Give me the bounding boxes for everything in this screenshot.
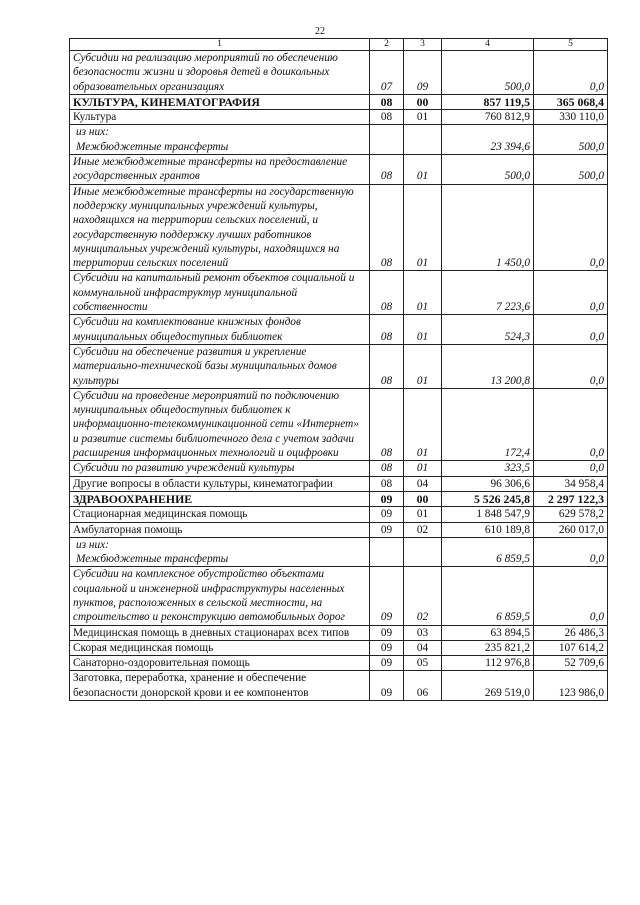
row-name: Медицинская помощь в дневных стационарах всех типов bbox=[70, 625, 370, 640]
row-name: Субсидии на обеспечение развития и укрепление материально-технической базы муниципальных домов культуры bbox=[70, 344, 370, 388]
row-amount-col4: 63 894,5 bbox=[442, 625, 534, 640]
table-row bbox=[70, 94, 608, 109]
table-row bbox=[70, 461, 608, 476]
table-row bbox=[70, 522, 608, 537]
row-name: Заготовка, переработка, хранение и обеспечение безопасности донорской крови и ее компонентов bbox=[70, 671, 370, 701]
row-amount-col5: 34 958,4 bbox=[534, 476, 608, 491]
row-subsection-code: 01 bbox=[404, 388, 442, 460]
header-col-3: 3 bbox=[404, 39, 442, 51]
row-amount-col4: 760 812,9 bbox=[442, 110, 534, 125]
row-subsection-code: 00 bbox=[404, 94, 442, 109]
row-subsection-code: 01 bbox=[404, 344, 442, 388]
row-section-code: 08 bbox=[370, 110, 404, 125]
row-name: Субсидии на комплексное обустройство объектами социальной и инженерной инфраструктуры населенных пунктов, расположенных в сельской местности, на строительство и реконструкцию автомобильных дорог bbox=[70, 567, 370, 625]
row-section-code bbox=[370, 537, 404, 567]
row-amount-col5: 365 068,4 bbox=[534, 94, 608, 109]
row-subsection-code bbox=[404, 537, 442, 567]
row-subsection-code: 09 bbox=[404, 51, 442, 95]
table-row bbox=[70, 110, 608, 125]
row-amount-col4: 1 848 547,9 bbox=[442, 507, 534, 522]
row-name: Субсидии на комплектование книжных фондов муниципальных общедоступных библиотек bbox=[70, 315, 370, 345]
row-name: Субсидии на капитальный ремонт объектов социальной и коммунальной инфраструктур муниципальной собственности bbox=[70, 271, 370, 315]
row-name: КУЛЬТУРА, КИНЕМАТОГРАФИЯ bbox=[70, 94, 370, 109]
row-section-code: 09 bbox=[370, 567, 404, 625]
row-subsection-code: 02 bbox=[404, 567, 442, 625]
row-subsection-code: 01 bbox=[404, 461, 442, 476]
table-row bbox=[70, 671, 608, 701]
row-name: Иные межбюджетные трансферты на предоставление государственных грантов bbox=[70, 155, 370, 185]
table-row bbox=[70, 125, 608, 155]
row-name: ЗДРАВООХРАНЕНИЕ bbox=[70, 491, 370, 506]
row-section-code: 08 bbox=[370, 344, 404, 388]
row-subsection-code: 06 bbox=[404, 671, 442, 701]
row-name: Санаторно-оздоровительная помощь bbox=[70, 656, 370, 671]
row-section-code: 08 bbox=[370, 94, 404, 109]
row-section-code: 09 bbox=[370, 640, 404, 655]
row-name: из них: Межбюджетные трансферты bbox=[70, 125, 370, 155]
row-amount-col5: 52 709,6 bbox=[534, 656, 608, 671]
table-row bbox=[70, 51, 608, 95]
row-subsection-code: 01 bbox=[404, 315, 442, 345]
row-amount-col5: 123 986,0 bbox=[534, 671, 608, 701]
row-subsection-code: 00 bbox=[404, 491, 442, 506]
row-subsection-code: 01 bbox=[404, 507, 442, 522]
row-name: Субсидии на проведение мероприятий по подключению муниципальных общедоступных библиотек к информационно-телекоммуникационной сети «Интернет» и развитие системы библиотечного дела с учетом задачи расширения информационных технологий и оцифровки bbox=[70, 388, 370, 460]
row-amount-col5: 0,0 bbox=[534, 271, 608, 315]
table-row bbox=[70, 491, 608, 506]
row-name: Иные межбюджетные трансферты на государственную поддержку муниципальных учреждений культуры, находящихся на территории сельских поселений, и государственную поддержку лучших работников муниципальных учреждений культуры, находящихся на территории сельских поселений bbox=[70, 184, 370, 271]
row-amount-col4: 500,0 bbox=[442, 155, 534, 185]
row-amount-col4: 96 306,6 bbox=[442, 476, 534, 491]
row-section-code: 08 bbox=[370, 155, 404, 185]
row-subsection-code: 01 bbox=[404, 110, 442, 125]
row-subsection-code: 04 bbox=[404, 640, 442, 655]
row-section-code: 08 bbox=[370, 476, 404, 491]
row-amount-col4: 6 859,5 bbox=[442, 567, 534, 625]
row-name: Культура bbox=[70, 110, 370, 125]
header-col-5: 5 bbox=[534, 39, 608, 51]
page-number: 22 bbox=[315, 26, 325, 37]
row-section-code: 09 bbox=[370, 522, 404, 537]
table-row bbox=[70, 184, 608, 271]
row-subsection-code: 03 bbox=[404, 625, 442, 640]
row-amount-col4: 500,0 bbox=[442, 51, 534, 95]
header-col-1: 1 bbox=[70, 39, 370, 51]
row-amount-col5: 260 017,0 bbox=[534, 522, 608, 537]
table-row bbox=[70, 640, 608, 655]
row-amount-col4: 235 821,2 bbox=[442, 640, 534, 655]
row-section-code bbox=[370, 125, 404, 155]
row-section-code: 09 bbox=[370, 671, 404, 701]
table-row bbox=[70, 537, 608, 567]
row-name: Субсидии по развитию учреждений культуры bbox=[70, 461, 370, 476]
row-subsection-code: 01 bbox=[404, 184, 442, 271]
row-amount-col5: 2 297 122,3 bbox=[534, 491, 608, 506]
row-section-code: 08 bbox=[370, 184, 404, 271]
row-amount-col5: 500,0 bbox=[534, 125, 608, 155]
budget-table bbox=[69, 38, 608, 701]
row-subsection-code: 01 bbox=[404, 155, 442, 185]
row-section-code: 09 bbox=[370, 656, 404, 671]
row-amount-col4: 524,3 bbox=[442, 315, 534, 345]
table-row bbox=[70, 344, 608, 388]
row-amount-col5: 0,0 bbox=[534, 461, 608, 476]
row-name: из них: Межбюджетные трансферты bbox=[70, 537, 370, 567]
row-amount-col4: 172,4 bbox=[442, 388, 534, 460]
row-amount-col5: 0,0 bbox=[534, 51, 608, 95]
row-amount-col4: 323,5 bbox=[442, 461, 534, 476]
row-amount-col5: 0,0 bbox=[534, 344, 608, 388]
row-amount-col4: 269 519,0 bbox=[442, 671, 534, 701]
table-header-row bbox=[70, 39, 608, 51]
row-amount-col5: 26 486,3 bbox=[534, 625, 608, 640]
row-amount-col4: 1 450,0 bbox=[442, 184, 534, 271]
row-amount-col4: 610 189,8 bbox=[442, 522, 534, 537]
table-row bbox=[70, 271, 608, 315]
row-amount-col4: 857 119,5 bbox=[442, 94, 534, 109]
row-amount-col4: 112 976,8 bbox=[442, 656, 534, 671]
row-section-code: 08 bbox=[370, 388, 404, 460]
row-amount-col5: 107 614,2 bbox=[534, 640, 608, 655]
row-name: Стационарная медицинская помощь bbox=[70, 507, 370, 522]
row-amount-col4: 6 859,5 bbox=[442, 537, 534, 567]
table-row bbox=[70, 507, 608, 522]
row-section-code: 09 bbox=[370, 507, 404, 522]
row-amount-col5: 0,0 bbox=[534, 567, 608, 625]
row-section-code: 07 bbox=[370, 51, 404, 95]
table-row bbox=[70, 476, 608, 491]
row-name: Другие вопросы в области культуры, кинематографии bbox=[70, 476, 370, 491]
table-row bbox=[70, 567, 608, 625]
row-section-code: 09 bbox=[370, 625, 404, 640]
row-section-code: 08 bbox=[370, 461, 404, 476]
table-row bbox=[70, 315, 608, 345]
row-subsection-code: 04 bbox=[404, 476, 442, 491]
row-amount-col4: 23 394,6 bbox=[442, 125, 534, 155]
row-amount-col4: 7 223,6 bbox=[442, 271, 534, 315]
table-row bbox=[70, 625, 608, 640]
row-amount-col5: 629 578,2 bbox=[534, 507, 608, 522]
row-subsection-code bbox=[404, 125, 442, 155]
row-section-code: 08 bbox=[370, 315, 404, 345]
row-name: Амбулаторная помощь bbox=[70, 522, 370, 537]
table-row bbox=[70, 155, 608, 185]
row-subsection-code: 01 bbox=[404, 271, 442, 315]
row-subsection-code: 05 bbox=[404, 656, 442, 671]
row-amount-col5: 500,0 bbox=[534, 155, 608, 185]
table-row bbox=[70, 656, 608, 671]
row-amount-col4: 13 200,8 bbox=[442, 344, 534, 388]
row-amount-col5: 330 110,0 bbox=[534, 110, 608, 125]
row-name: Субсидии на реализацию мероприятий по обеспечению безопасности жизни и здоровья детей в дошкольных образовательных организациях bbox=[70, 51, 370, 95]
row-section-code: 08 bbox=[370, 271, 404, 315]
row-amount-col4: 5 526 245,8 bbox=[442, 491, 534, 506]
table-row bbox=[70, 388, 608, 460]
row-section-code: 09 bbox=[370, 491, 404, 506]
row-amount-col5: 0,0 bbox=[534, 388, 608, 460]
row-amount-col5: 0,0 bbox=[534, 184, 608, 271]
row-name: Скорая медицинская помощь bbox=[70, 640, 370, 655]
row-subsection-code: 02 bbox=[404, 522, 442, 537]
header-col-2: 2 bbox=[370, 39, 404, 51]
header-col-4: 4 bbox=[442, 39, 534, 51]
row-amount-col5: 0,0 bbox=[534, 537, 608, 567]
row-amount-col5: 0,0 bbox=[534, 315, 608, 345]
